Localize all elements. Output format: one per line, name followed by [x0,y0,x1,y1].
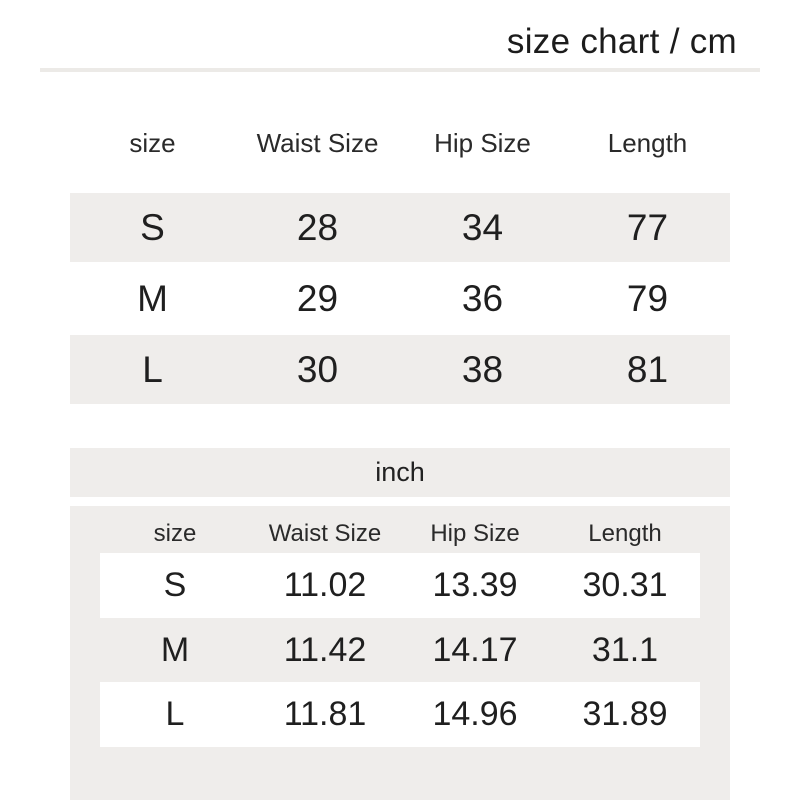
inch-table-row-m [100,618,700,682]
cm-cell-hip: 38 [461,348,504,390]
inch-section-title-band [70,448,730,497]
cm-header-length: Length [607,128,688,158]
inch-cell-length: 31.89 [582,695,668,733]
cm-cell-length: 81 [626,348,669,390]
inch-cell-size: L [165,695,185,733]
cm-table-row-m [70,262,730,335]
cm-cell-waist: 29 [296,277,339,319]
inch-table-header-row [70,506,730,553]
cm-header-hip: Hip Size [434,128,531,158]
cm-header-waist: Waist Size [256,128,379,158]
cm-cell-waist: 28 [296,206,339,248]
inch-header-size: size [153,519,197,547]
page-title: size chart / cm [506,22,737,61]
inch-cell-length: 31.1 [591,630,659,669]
cm-cell-hip: 36 [461,277,504,319]
cm-cell-size: S [140,206,165,248]
cm-cell-hip: 34 [461,206,504,248]
cm-cell-length: 79 [626,277,669,319]
inch-table-row-l [100,682,700,747]
inch-cell-size: S [163,566,187,604]
inch-table-row-s [100,553,700,618]
inch-cell-size: M [160,630,190,669]
cm-size-table [70,112,730,404]
inch-cell-hip: 13.39 [432,566,518,604]
inch-header-length: Length [588,519,662,547]
cm-header-size: size [129,128,176,158]
inch-cell-waist: 11.42 [283,630,367,669]
inch-cell-hip: 14.17 [432,630,518,669]
inch-section-title: inch [375,457,425,487]
inch-cell-waist: 11.02 [283,566,367,604]
title-divider [40,68,760,72]
inch-header-hip: Hip Size [430,519,520,547]
cm-table-row-s [70,193,730,262]
inch-header-waist: Waist Size [268,519,382,547]
inch-cell-waist: 11.81 [283,695,367,733]
cm-table-row-l [70,335,730,404]
cm-table-header-row [70,112,730,193]
inch-cell-length: 30.31 [582,566,668,604]
cm-cell-waist: 30 [296,348,339,390]
cm-cell-size: L [142,348,163,390]
inch-size-table [70,506,730,800]
cm-cell-length: 77 [626,206,669,248]
cm-cell-size: M [137,277,168,319]
inch-cell-hip: 14.96 [432,695,518,733]
